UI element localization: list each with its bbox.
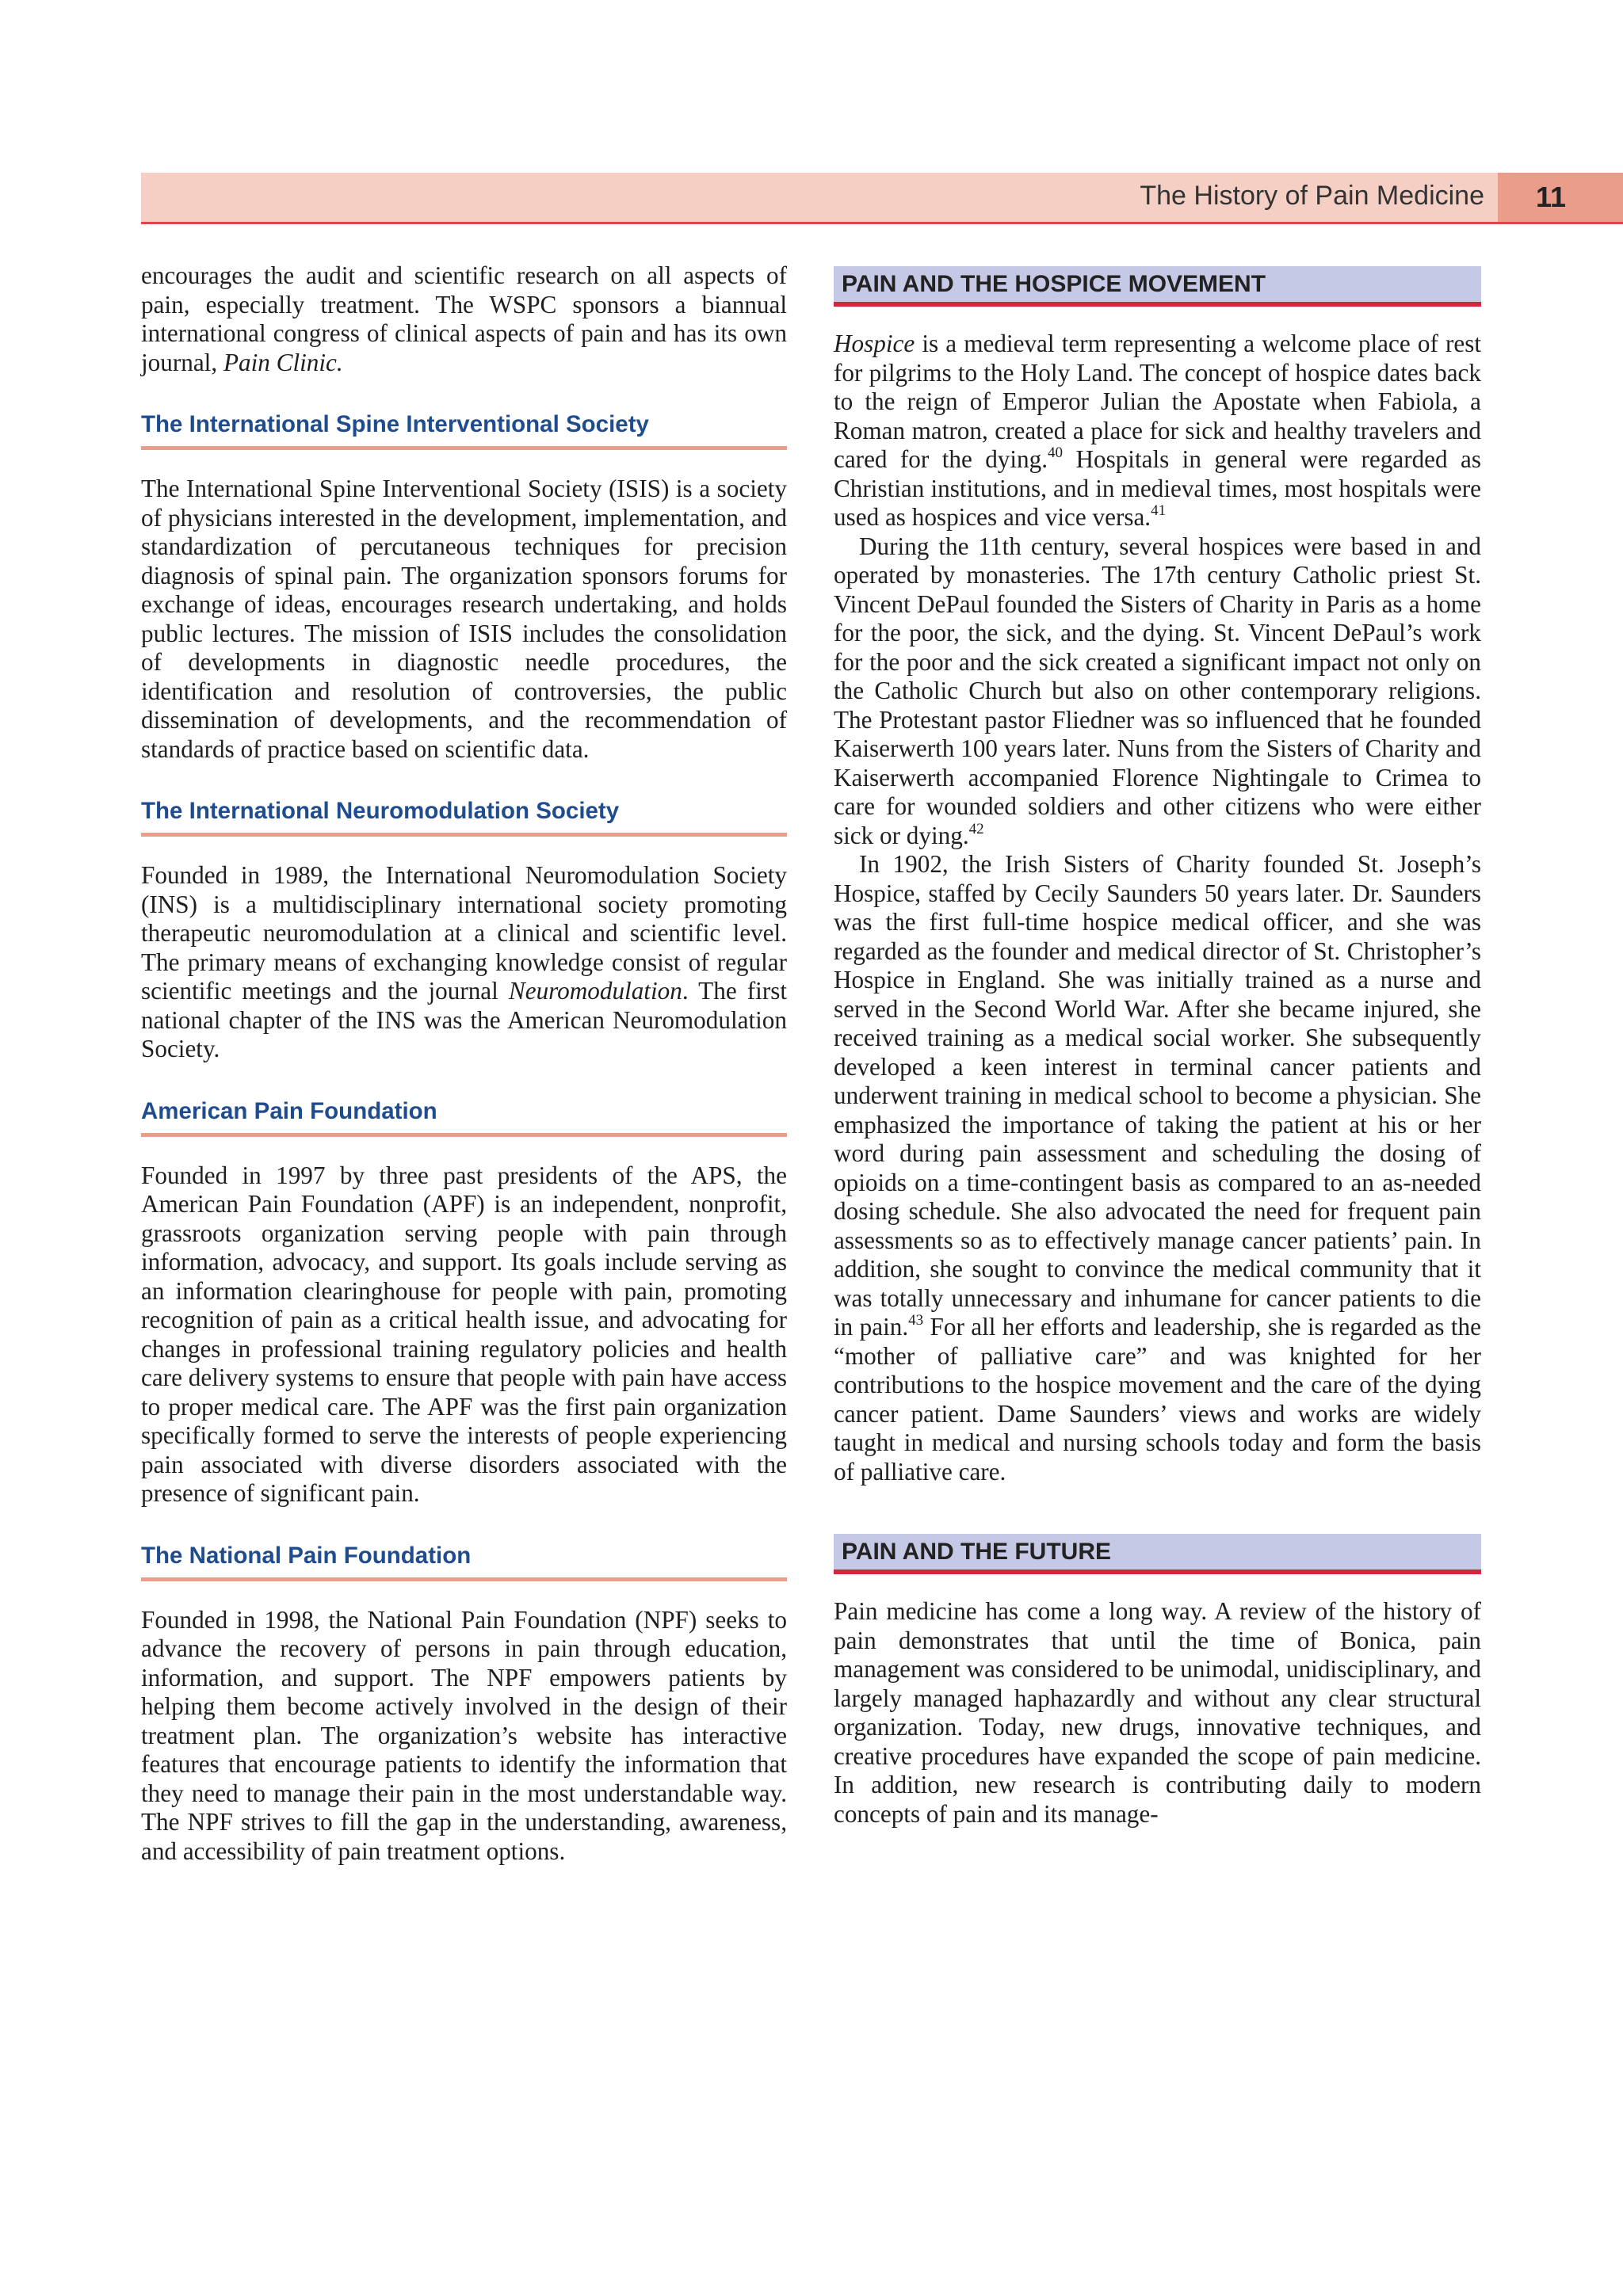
intro-paragraph [141,261,787,377]
isis-heading: The International Spine Interventional Society [141,411,787,450]
reference-marker: 41 [1151,502,1167,519]
npf-paragraph: Founded in 1998, the National Pain Foundation (NPF) seeks to advance the recovery of persons in pain through education, information, and support. The NPF empowers patients by helping them become actively involved in the design of their treatment plan. The organization’s website has interactive features that encourage patients to identify the information that they need to manage their pain in the most understandable way. The NPF strives to fill the gap in the understanding, awareness, and accessibility of pain treatment options. [141,1605,787,1865]
npf-heading: The National Pain Foundation [141,1543,787,1581]
right-column [834,261,1481,1829]
running-header [141,173,1623,224]
hospice-text: is a medieval term representing a welcome place of rest for pilgrims to the Holy Land. The concept of hospice dates back to the reign of Emperor Julian the Apostate when Fabiola, a Roman matron, created a place for sick and healthy travelers and cared for the dying. [834,330,1481,473]
page-number: 11 [1498,173,1623,222]
journal-title: Pain Clinic. [223,348,343,376]
future-paragraph: Pain medicine has come a long way. A review of the history of pain demonstrates that until the time of Bonica, pain management was considered to be unimodal, unidisciplinary, and largely managed haphazardly and without any clear structural organization. Today, new drugs, innovative techniques, and creative procedures have expanded the scope of pain medicine. In addition, new research is contributing daily to modern concepts of pain and its manage- [834,1597,1481,1828]
isis-paragraph: The International Spine Interventional Society (ISIS) is a society of physicians interested in the development, implementation, and standardization of percutaneous techniques for precision diagnosis of spinal pain. The organization sponsors forums for exchange of ideas, encourages research undertaking, and holds public lectures. The mission of ISIS includes the consolidation of developments in diagnostic needle procedures, the identification and resolution of controversies, the public dissemination of developments, and the recommendation of standards of practice based on scientific data. [141,475,787,763]
ins-paragraph [141,861,787,1064]
left-column [141,261,787,1866]
hospice-text: For all her efforts and leadership, she is regarded as the “mother of palliative care” and was knighted for her contributions to the hospice movement and the care of the dying cancer patient. Dame Saunders’ views and works are widely taught in medical and nursing schools today and form the basis of palliative care. [834,1313,1481,1486]
hospice-text: Hospitals in general were regarded as Christian institutions, and in medieval times, most hospitals were used as hospices and vice versa. [834,445,1482,531]
hospice-text: During the 11th century, several hospices were based in and operated by monasteries. The 17th century Catholic priest St. Vincent DePaul founded the Sisters of Charity in Paris as a home for the poor, the sick, and the dying. St. Vincent DePaul’s work for the poor and the sick created a significant impact not only on the Catholic Church but also on other contemporary religions. The Protestant pastor Fliedner was so influenced that he founded Kaiserwerth 100 years later. Nuns from the Sisters of Charity and Kaiserwerth accompanied Florence Nightingale to Crimea to care for wounded soldiers and other citizens who were either sick or dying. [834,532,1481,849]
journal-title: Neuromodulation [508,977,682,1005]
ins-heading: The International Neuromodulation Society [141,798,787,837]
hospice-paragraph-2 [834,532,1481,851]
apf-heading: American Pain Foundation [141,1098,787,1137]
hospice-term: Hospice [834,330,915,357]
hospice-text: In 1902, the Irish Sisters of Charity founded St. Joseph’s Hospice, staffed by Cecily Saunders 50 years later. Dr. Saunders was the first full-time hospice medical officer, and she was regarded as the founder and medical director of St. Christopher’s Hospice in England. She was initially trained as a nurse and served in the Second World War. After she became injured, she received training as a medical social worker. She subsequently developed a keen interest in terminal cancer patients and underwent training in medical school to become a physician. She emphasized the importance of taking the patient at his or her word during pain assessment and scheduling the dosing of opioids on a time-contingent basis as compared to an as-needed dosing schedule. She also advocated the need for frequent pain assessments so as to effectively manage cancer patients’ pain. In addition, she sought to convince the medical community that it was totally unnecessary and inhumane for cancer patients to die in pain. [834,850,1481,1341]
ins-text: Founded in 1989, the International Neuromodulation Society (INS) is a multidisciplinary international society promoting therapeutic neuromodulation at a clinical and scientific level. The primary means of exchanging knowledge consist of regular scientific meetings and the journal [141,861,787,1005]
reference-marker: 42 [968,820,984,837]
hospice-section-heading: PAIN AND THE HOSPICE MOVEMENT [834,266,1481,307]
running-title: The History of Pain Medicine [1140,181,1484,211]
apf-paragraph: Founded in 1997 by three past presidents of the APS, the American Pain Foundation (APF) is an independent, nonprofit, grassroots organization serving people with pain through information, advocacy, and support. Its goals include serving as an information clearinghouse for people with pain, promoting recognition of pain as a critical health issue, and advocating for changes in professional training regulatory policies and health care delivery systems to ensure that people with pain have access to proper medical care. The APF was the first pain organization specifically formed to serve the interests of people experiencing pain associated with diverse disorders associated with the presence of significant pain. [141,1161,787,1507]
intro-text: encourages the audit and scientific research on all aspects of pain, especially treatment. The WSPC sponsors a biannual international congress of clinical aspects of pain and has its own journal, [141,261,787,376]
future-section-heading: PAIN AND THE FUTURE [834,1534,1481,1574]
hospice-paragraph-3 [834,850,1481,1486]
hospice-paragraph-1 [834,330,1481,532]
reference-marker: 43 [908,1312,924,1329]
ins-text-end: . The first national chapter of the INS was the American Neuromodulation Society. [141,977,788,1062]
reference-marker: 40 [1048,444,1064,461]
